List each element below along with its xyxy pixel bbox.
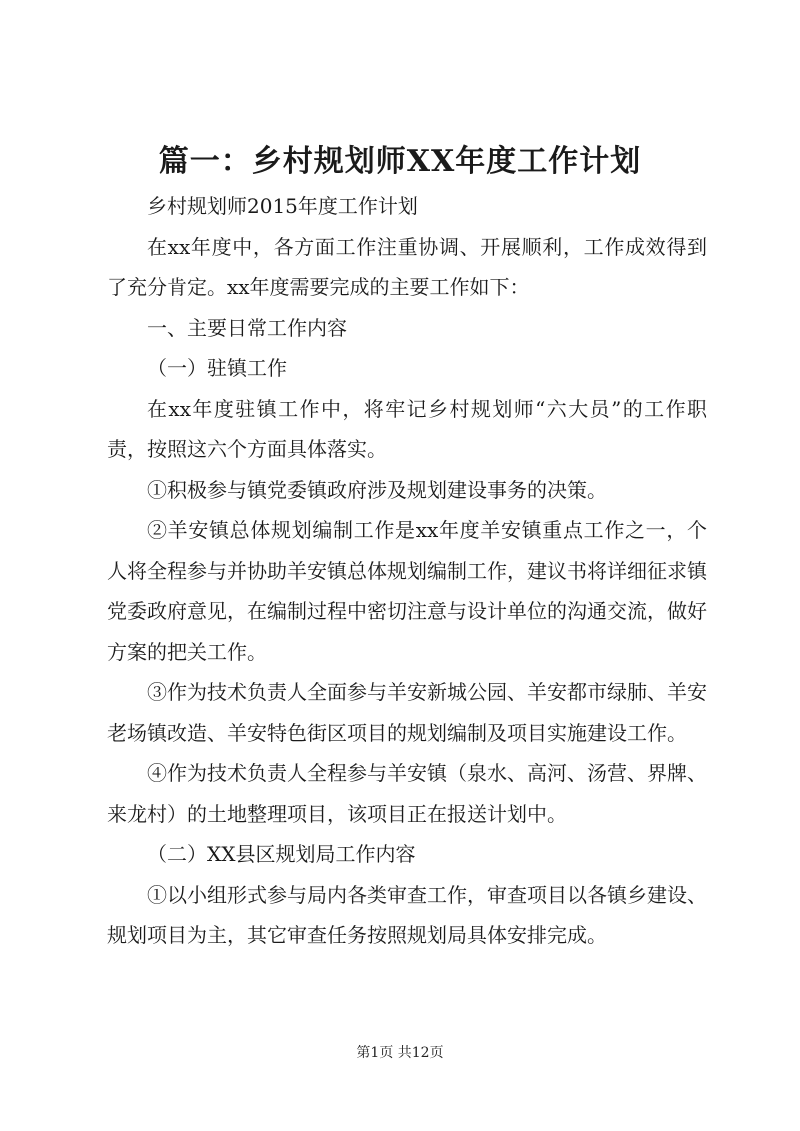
paragraph: 在xx年度中，各方面工作注重协调、开展顺利，工作成效得到了充分肯定。xx年度需要完成的主要工作如下： bbox=[107, 234, 707, 299]
list-item: ③作为技术负责人全面参与羊安新城公园、羊安都市绿肺、羊安老场镇改造、羊安特色街区项目的规划编制及项目实施建设工作。 bbox=[107, 680, 707, 745]
subsection-heading: （二）XX县区规划局工作内容 bbox=[147, 842, 416, 866]
paragraph: 在xx年度驻镇工作中，将牢记乡村规划师“六大员”的工作职责，按照这六个方面具体落实。 bbox=[107, 396, 707, 461]
list-item: ①积极参与镇党委镇政府涉及规划建设事务的决策。 bbox=[147, 477, 607, 502]
paragraph: 乡村规划师2015年度工作计划 bbox=[147, 194, 418, 218]
document-body bbox=[107, 186, 707, 956]
list-item: ①以小组形式参与局内各类审查工作，审查项目以各镇乡建设、规划项目为主，其它审查任务按照规划局具体安排完成。 bbox=[107, 882, 707, 947]
document-title: 篇一：乡村规划师XX年度工作计划 bbox=[158, 144, 642, 179]
subsection-heading: （一）驻镇工作 bbox=[147, 356, 287, 380]
list-item: ④作为技术负责人全程参与羊安镇（泉水、高河、汤营、界牌、来龙村）的土地整理项目，该项目正在报送计划中。 bbox=[107, 761, 707, 826]
page-footer: 第1页 共12页 bbox=[356, 1045, 444, 1061]
list-item: ②羊安镇总体规划编制工作是xx年度羊安镇重点工作之一，个人将全程参与并协助羊安镇总体规划编制工作，建议书将详细征求镇党委政府意见，在编制过程中密切注意与设计单位的沟通交流，做好方案的把关工作。 bbox=[107, 518, 707, 664]
section-heading: 一、主要日常工作内容 bbox=[147, 315, 347, 340]
